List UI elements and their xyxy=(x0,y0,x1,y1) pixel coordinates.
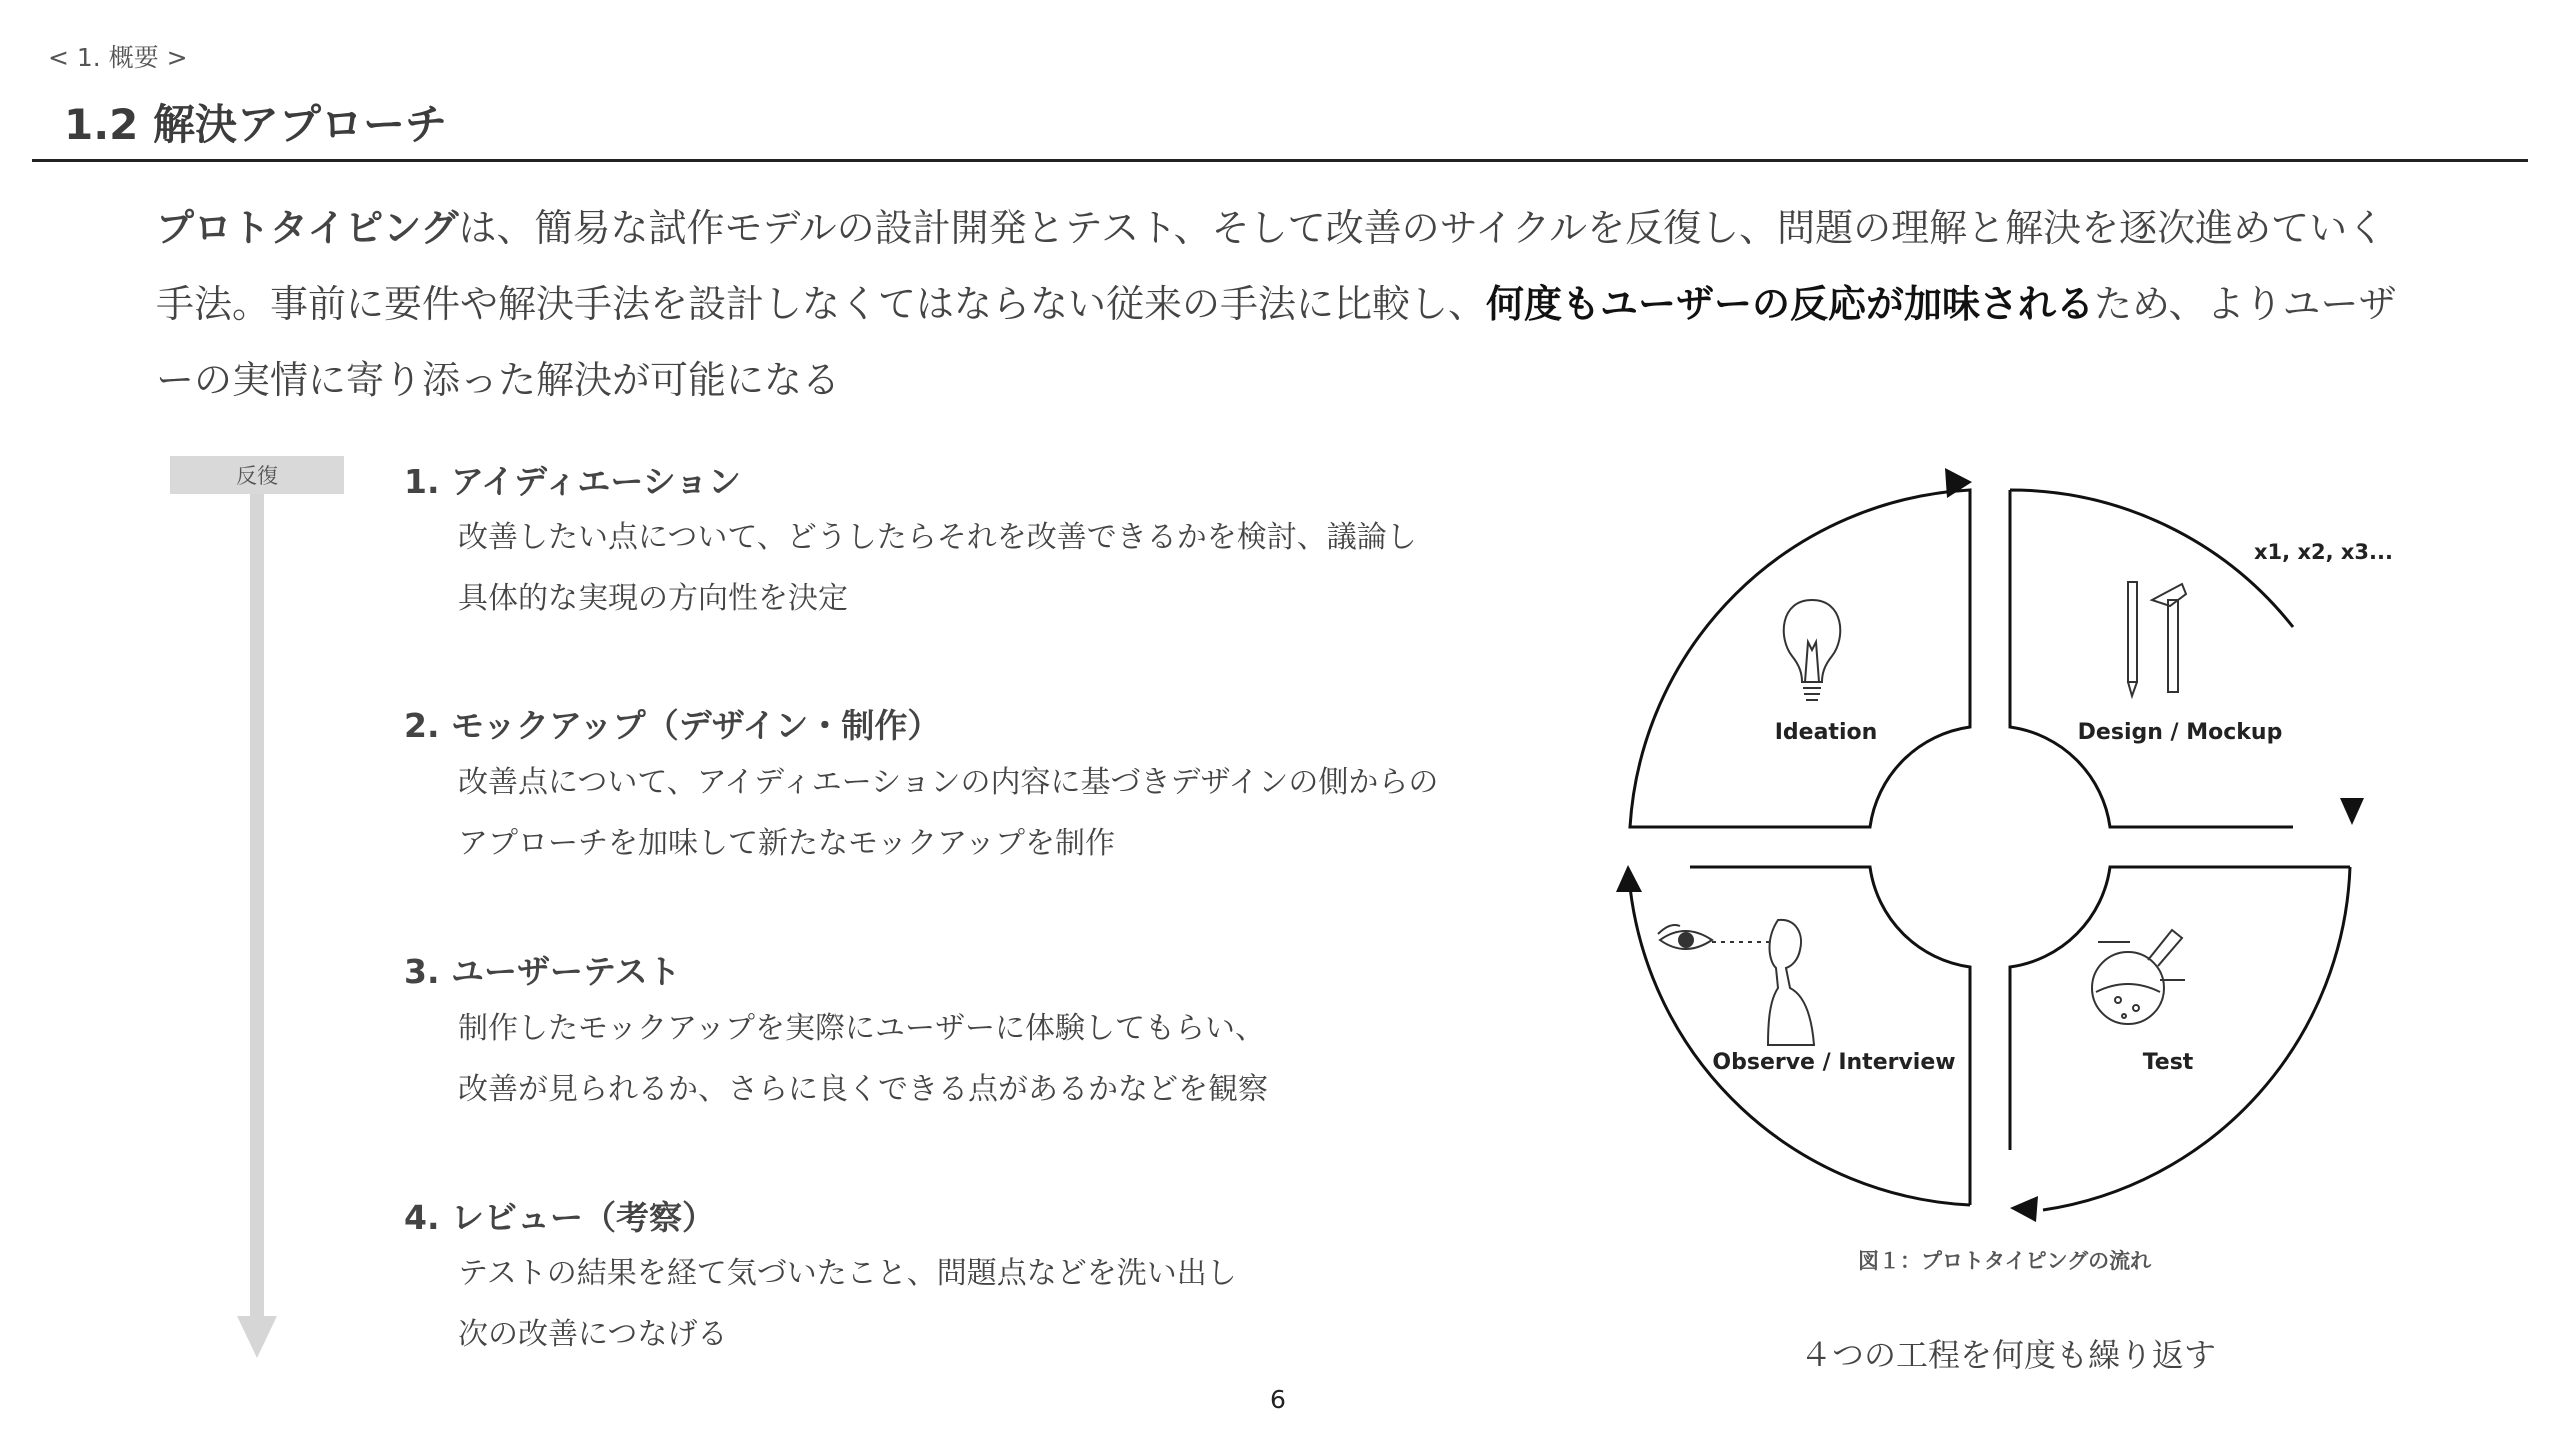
step-3-line-1: 制作したモックアップを実際にユーザーに体験してもらい、 xyxy=(458,1011,1265,1046)
quadrant-observe-shape xyxy=(1630,867,1970,1205)
repeat-note: x1, x2, x3... xyxy=(2254,540,2393,564)
lightbulb-icon xyxy=(1784,600,1841,700)
quadrant-observe-label: Observe / Interview xyxy=(1712,1050,1956,1075)
step-3-title: 3. ユーザーテスト xyxy=(404,952,681,991)
intro-paragraph xyxy=(156,190,2416,418)
quadrant-test-shape xyxy=(2010,867,2350,1210)
arrow-top xyxy=(1945,468,1972,498)
eye-person-icon xyxy=(1658,920,1814,1045)
diagram-note: ４つの工程を何度も繰り返す xyxy=(1800,1336,2217,1374)
step-4-line-2: 次の改善につなげる xyxy=(458,1317,728,1352)
quadrant-ideation-shape xyxy=(1630,490,1970,827)
arrow-left xyxy=(1616,865,1642,892)
step-1-title: 1. アイディエーション xyxy=(404,462,742,501)
arrow-right xyxy=(2340,798,2364,825)
intro-emphasis: 何度もユーザーの反応が加味される xyxy=(1486,282,2095,326)
breadcrumb: < 1. 概要 > xyxy=(48,43,188,72)
step-3-line-2: 改善が見られるか、さらに良くできる点があるかなどを観察 xyxy=(458,1072,1268,1107)
iteration-arrow-shaft xyxy=(250,494,264,1316)
step-4-body xyxy=(458,1243,1558,1365)
page-number: 6 xyxy=(1270,1385,1286,1414)
page-title: 1.2 解決アプローチ xyxy=(64,100,448,149)
intro-text-2: ため、よりユーザーの実情に寄り添った解決が可能になる xyxy=(156,282,2397,402)
step-1-line-2: 具体的な実現の方向性を決定 xyxy=(458,581,848,616)
flask-icon xyxy=(2092,930,2185,1024)
step-1-body xyxy=(458,507,1558,629)
quadrant-test-label: Test xyxy=(2142,1050,2194,1075)
intro-text-1: は、簡易な試作モデルの設計開発とテスト、そして改善のサイクルを反復し、問題の理解と解決を逐次進めていく手法。事前に要件や解決手法を設計しなくてはならない従来の手法に比較し、 xyxy=(156,206,2386,326)
quadrant-ideation-label: Ideation xyxy=(1774,720,1878,745)
iteration-arrow-head xyxy=(237,1316,277,1358)
step-4-line-1: テストの結果を経て気づいたこと、問題点などを洗い出し xyxy=(458,1256,1237,1291)
iteration-label: 反復 xyxy=(170,456,344,494)
step-4-title: 4. レビュー（考察） xyxy=(404,1198,715,1237)
step-2-line-1: 改善点について、アイディエーションの内容に基づきデザインの側からの xyxy=(458,765,1439,800)
step-2-line-2: アプローチを加味して新たなモックアップを制作 xyxy=(458,826,1115,861)
prototyping-cycle-diagram xyxy=(1600,460,2380,1240)
quadrant-design-shape xyxy=(2010,490,2293,827)
step-3-body xyxy=(458,998,1558,1120)
step-2-title: 2. モックアップ（デザイン・制作） xyxy=(404,706,941,745)
pencil-hammer-icon xyxy=(2128,582,2186,696)
arrow-bottom xyxy=(2010,1196,2038,1222)
figure-caption: 図１：プロトタイピングの流れ xyxy=(1858,1249,2152,1273)
title-divider xyxy=(32,159,2528,162)
step-1-line-1: 改善したい点について、どうしたらそれを改善できるかを検討、議論し xyxy=(458,520,1417,555)
cycle-svg xyxy=(1600,460,2380,1240)
quadrant-design-label: Design / Mockup xyxy=(2077,720,2283,745)
step-2-body xyxy=(458,752,1558,874)
intro-lead-term: プロトタイピング xyxy=(156,206,459,250)
